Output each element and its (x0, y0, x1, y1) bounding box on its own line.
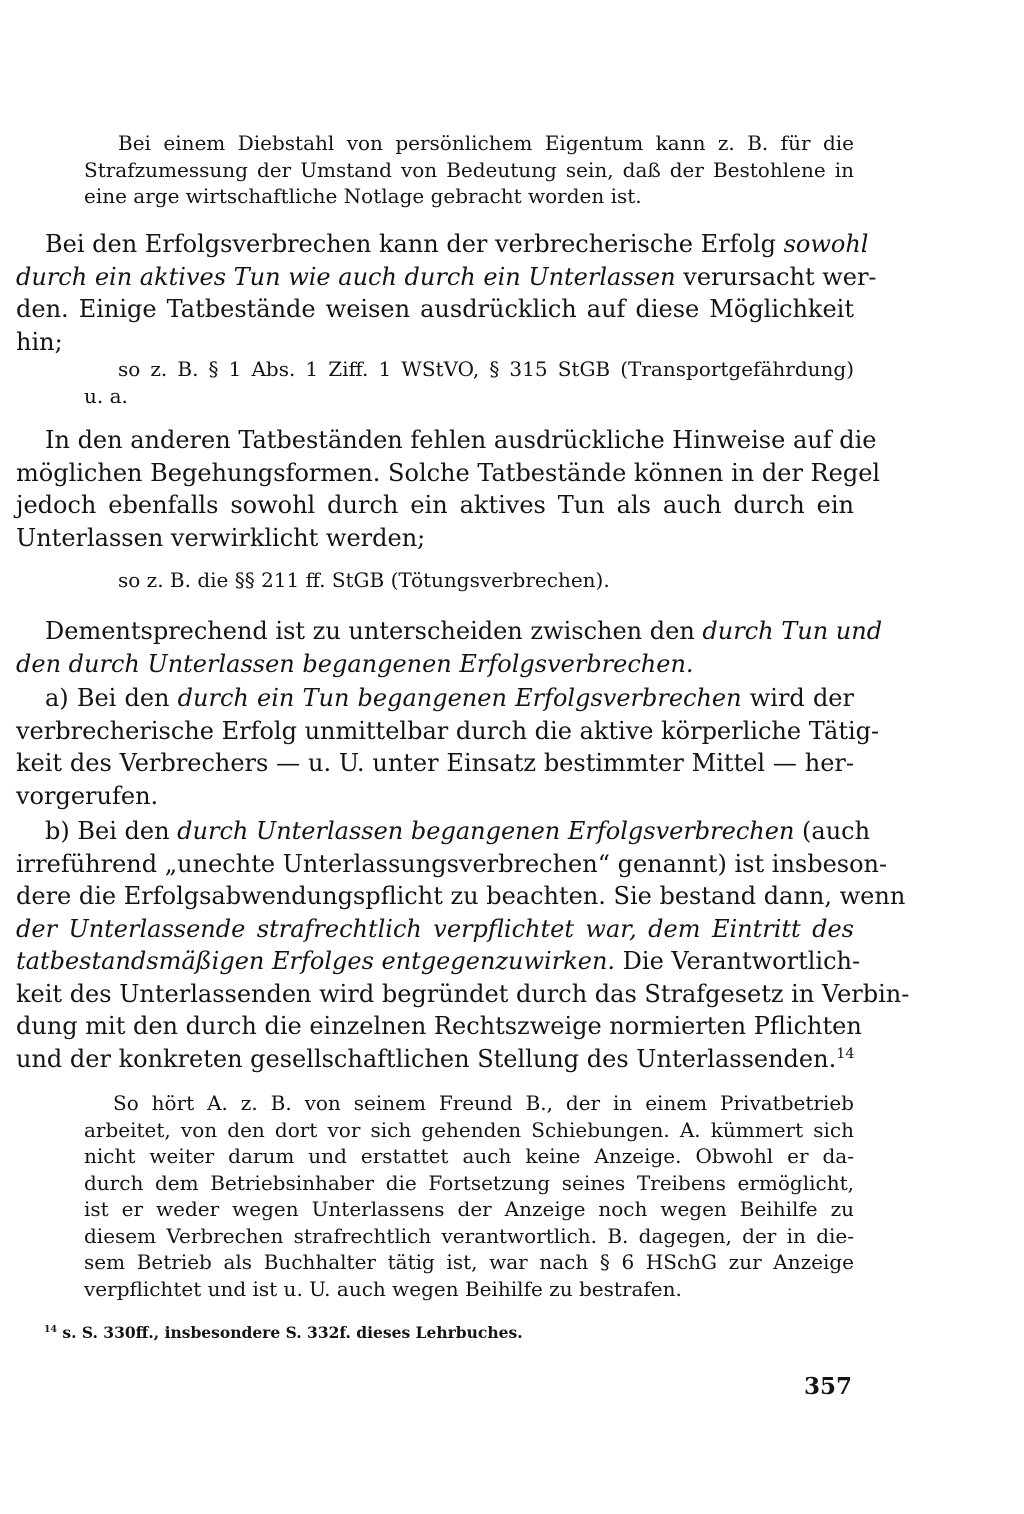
example-toetung (84, 567, 854, 594)
text-run: Die Verantwortlich- (615, 947, 861, 975)
text-line: dere die Erfolgsabwendungspflicht zu beachten. Sie bestand dann, wenn (16, 882, 906, 910)
footnote-reference[interactable]: 14 (836, 1045, 855, 1062)
text-line: diesem Verbrechen strafrechtlich verantwortlich. B. dagegen, der in die- (84, 1223, 854, 1248)
text-line: jedoch ebenfalls sowohl durch ein aktives Tun als auch durch ein (16, 491, 854, 519)
text-line: Unterlassen verwirklicht werden; (16, 523, 426, 552)
text-line: arbeitet, von den dort vor sich gehenden Schiebungen. A. kümmert sich (84, 1117, 854, 1142)
text-line: Bei einem Diebstahl von persönlichem Eigentum kann z. B. für die (118, 131, 854, 155)
text-line: verbrecherische Erfolg unmittelbar durch die aktive körperliche Tätig- (16, 716, 880, 745)
example-transport (84, 356, 854, 409)
text-line: so z. B. die §§ 211 ff. StGB (Tötungsverbrechen). (118, 568, 610, 592)
text-line: möglichen Begehungsformen. Solche Tatbestände können in der Regel (16, 458, 881, 487)
text-line: ist er weder wegen Unterlassens der Anzeige noch wegen Beihilfe zu (84, 1197, 854, 1221)
text-line: vorgerufen. (16, 781, 159, 810)
text-line: durch dem Betriebsinhaber die Fortsetzung seines Treibens ermöglicht, (84, 1170, 854, 1195)
emphasis-text: tatbestandsmäßigen Erfolges entgegenzuwirken. (16, 947, 616, 975)
text-run: Bei den Erfolgsverbrechen kann der verbrecherische Erfolg (45, 230, 784, 258)
text-run: b) Bei den (45, 817, 178, 845)
emphasis-text: durch ein aktives Tun wie auch durch ein Unterlassen (16, 262, 676, 291)
paragraph-tatbestaende (16, 424, 881, 554)
emphasis-text: sowohl (783, 230, 869, 258)
emphasis-text: durch Tun und (702, 617, 883, 645)
text-line: So hört A. z. B. von seinem Freund B., der in einem Privatbetrieb (113, 1091, 854, 1115)
paragraph-erfolgsverbrechen (16, 228, 877, 358)
text-line (16, 261, 877, 294)
text-line: sem Betrieb als Buchhalter tätig ist, war nach § 6 HSchG zur Anzeige (84, 1250, 854, 1274)
text-run: Dementsprechend ist zu unterscheiden zwischen den (45, 617, 703, 645)
text-line: keit des Unterlassenden wird begründet durch das Strafgesetz in Verbin- (16, 979, 910, 1008)
text-line (16, 945, 861, 978)
paragraph-dementsprechend (16, 615, 883, 680)
text-run: (auch (794, 817, 871, 845)
text-line (16, 615, 883, 648)
text-run: a) Bei den (45, 684, 178, 712)
emphasis-text: durch Unterlassen begangenen Erfolgsverbrechen (177, 817, 795, 845)
text-line: hin; (16, 327, 63, 356)
emphasis-text: der Unterlassende strafrechtlich verpflichtet war, dem Eintritt des (16, 914, 854, 943)
footnote-mark: 14 (44, 1323, 57, 1335)
text-line (16, 228, 869, 261)
text-line (16, 815, 871, 848)
text-line (16, 682, 854, 715)
text-run: und der konkreten gesellschaftlichen Stellung des Unterlassenden. (16, 1044, 837, 1073)
text-run: wird der (741, 684, 854, 712)
text-line (16, 648, 854, 681)
paragraph-a-tun (16, 682, 880, 812)
text-line: In den anderen Tatbeständen fehlen ausdrückliche Hinweise auf die (45, 426, 877, 454)
text-line: so z. B. § 1 Abs. 1 Ziff. 1 WStVO, § 315 StGB (Transportgefährdung) (118, 357, 854, 381)
text-line (16, 913, 854, 946)
footnote-text: s. S. 330ff., insbesondere S. 332f. dieses Lehrbuches. (56, 1323, 523, 1342)
example-theft (84, 130, 854, 210)
text-line: eine arge wirtschaftliche Notlage gebracht worden ist. (84, 184, 642, 208)
text-line (44, 1323, 604, 1343)
text-line: Strafzumessung der Umstand von Bedeutung sein, daß der Bestohlene in (84, 157, 854, 182)
text-line: nicht weiter darum und erstattet auch keine Anzeige. Obwohl er da- (84, 1144, 854, 1168)
text-line: keit des Verbrechers — u. U. unter Einsatz bestimmter Mittel — her- (16, 749, 854, 777)
text-line: verpflichtet und ist u. U. auch wegen Beihilfe zu bestrafen. (84, 1276, 682, 1301)
footnote (44, 1323, 604, 1343)
text-run: verursacht wer- (675, 262, 877, 291)
text-line (16, 1043, 854, 1076)
text-line: dung mit den durch die einzelnen Rechtszweige normierten Pflichten (16, 1012, 862, 1040)
text-line: den. Einige Tatbestände weisen ausdrücklich auf diese Möglichkeit (16, 295, 854, 323)
page-number: 357 (803, 1373, 852, 1400)
emphasis-text: durch ein Tun begangenen Erfolgsverbrechen (177, 684, 742, 712)
example-privatbetrieb (84, 1090, 854, 1302)
text-line: u. a. (84, 383, 128, 408)
text-line: irreführend „unechte Unterlassungsverbrechen“ genannt) ist insbeson- (16, 849, 888, 878)
emphasis-text: den durch Unterlassen begangenen Erfolgsverbrechen. (16, 649, 694, 678)
paragraph-b-unterlassen (16, 815, 910, 1075)
